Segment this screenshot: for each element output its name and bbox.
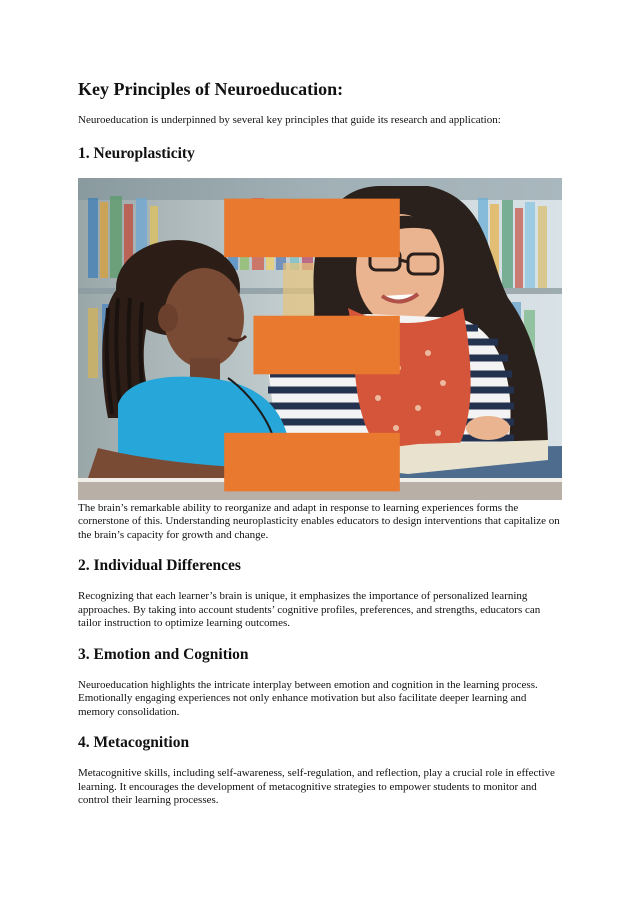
- page-heading: Key Principles of Neuroeducation:: [78, 79, 344, 99]
- article-content: [78, 78, 564, 808]
- section-body-neuroplasticity: The brain’s remarkable ability to reorganize and adapt in response to learning experiences forms the cornerstone of this. Understanding neuroplasticity enables educators to design interventions that capitalize on the brain’s capacity for growth and change.: [78, 501, 560, 541]
- section-title-metacognition: 4. Metacognition: [78, 734, 190, 751]
- intro-paragraph: Neuroeducation is underpinned by several key principles that guide its research and application:: [78, 114, 501, 126]
- section-title-neuroplasticity: 1. Neuroplasticity: [78, 144, 195, 162]
- section-body-metacognition: Metacognitive skills, including self-awareness, self-regulation, and reflection, play a crucial role in effective learning. It encourages the development of metacognitive strategies to empower students to monitor and control their learning processes.: [78, 767, 555, 806]
- hero-photo: [78, 178, 562, 500]
- section-title-individual-differences: 2. Individual Differences: [78, 557, 241, 574]
- section-body-individual-differences: Recognizing that each learner’s brain is unique, it emphasizes the importance of personalized learning approaches. By taking into account students’ cognitive profiles, preferences, and strengths, educators can tailor instruction to optimize learning outcomes.: [78, 590, 541, 629]
- brand-logo-icon: [78, 184, 554, 500]
- section-title-emotion-cognition: 3. Emotion and Cognition: [78, 645, 249, 663]
- section-body-emotion-cognition: Neuroeducation highlights the intricate interplay between emotion and cognition in the learning process. Emotionally engaging experiences not only enhance motivation but also facilitate deeper learning and memory consolidation.: [78, 678, 538, 718]
